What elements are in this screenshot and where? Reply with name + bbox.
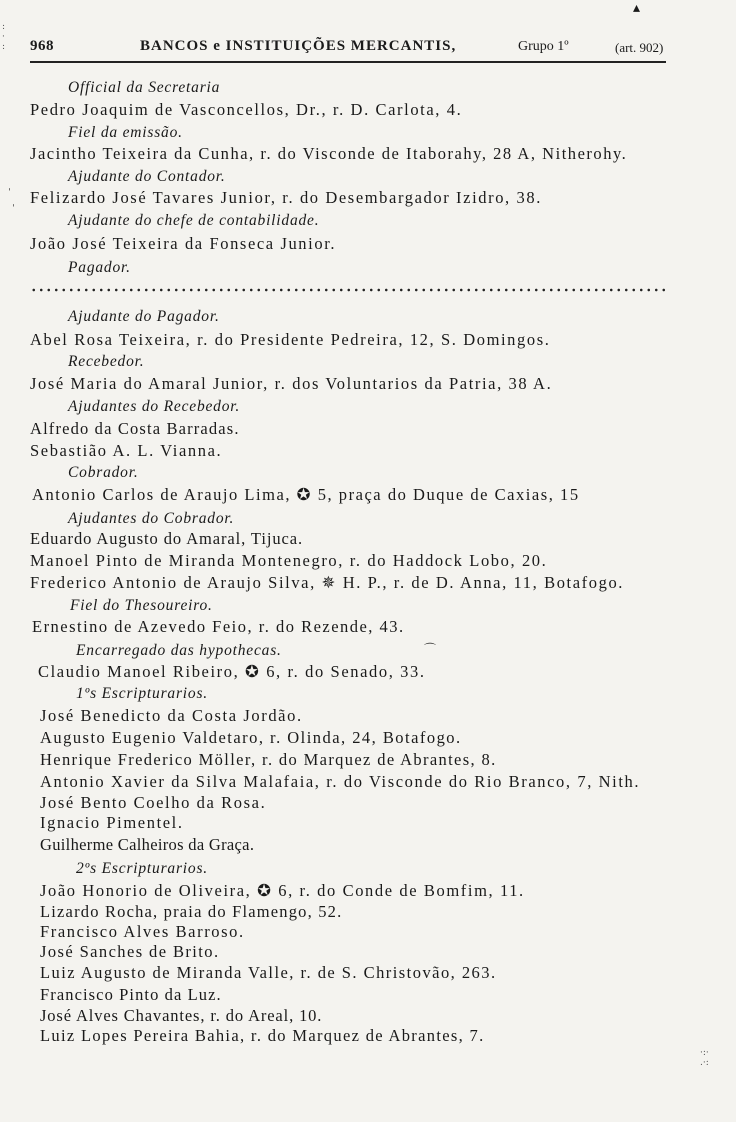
staff-entry-joao-jose-teixeira-da-fonseca-junior: João José Teixeira da Fonseca Junior. (30, 234, 337, 253)
staff-entry-ernestino-de-azevedo-feio-r-do-rezende-4: Ernestino de Azevedo Feio, r. do Rezende, 43. (32, 617, 405, 636)
staff-entry-sebastiao-a-l-vianna: Sebastião A. L. Vianna. (30, 441, 223, 460)
section-heading-encarregado-das-hypothecas: Encarregado das hypothecas. (76, 642, 282, 659)
staff-entry-alfredo-da-costa-barradas: Alfredo da Costa Barradas. (30, 419, 240, 438)
staff-entry-eduardo-augusto-do-amaral-tijuca: Eduardo Augusto do Amaral, Tijuca. (30, 529, 303, 548)
section-heading-ajudante-do-pagador: Ajudante do Pagador. (68, 308, 220, 325)
article-label: (art. 902) (615, 40, 664, 55)
staff-entry-frederico-antonio-de-araujo-silva-h-p-r-: Frederico Antonio de Araujo Silva, ✵ H. P., r. de D. Anna, 11, Botafogo. (30, 573, 625, 592)
staff-entry-jose-bento-coelho-da-rosa: José Bento Coelho da Rosa. (40, 793, 267, 812)
staff-entry-claudio-manoel-ribeiro-6-r-do-senado-33: Claudio Manoel Ribeiro, ✪ 6, r. do Senado, 33. (38, 662, 426, 681)
section-heading-1-s-escripturarios: 1ºs Escripturarios. (76, 685, 208, 702)
section-heading-ajudante-do-contador: Ajudante do Contador. (68, 168, 226, 185)
staff-entry-joao-honorio-de-oliveira-6-r-do-conde-de: João Honorio de Oliveira, ✪ 6, r. do Conde de Bomfim, 11. (40, 881, 525, 900)
staff-entry-ignacio-pimentel: Ignacio Pimentel. (40, 813, 184, 832)
staff-entry-abel-rosa-teixeira-r-do-presidente-pedre: Abel Rosa Teixeira, r. do Presidente Pedreira, 12, S. Domingos. (30, 330, 551, 349)
section-heading-2-s-escripturarios: 2ºs Escripturarios. (76, 860, 208, 877)
staff-entry-jose-sanches-de-brito: José Sanches de Brito. (40, 942, 220, 961)
section-heading-ajudantes-do-cobrador: Ajudantes do Cobrador. (68, 510, 235, 527)
edge-speckle-mark: : · : (2, 22, 6, 52)
margin-tick-mark: ˈ (8, 188, 11, 199)
section-heading-recebedor: Recebedor. (68, 353, 145, 370)
page-header (30, 36, 666, 62)
section-heading-cobrador: Cobrador. (68, 464, 139, 481)
dotted-leader-vacancy (30, 286, 666, 294)
staff-entry-manoel-pinto-de-miranda-montenegro-r-do-: Manoel Pinto de Miranda Montenegro, r. do Haddock Lobo, 20. (30, 551, 548, 570)
pencil-check-mark: ⌒ (424, 642, 437, 656)
group-label: Grupo 1º (518, 39, 569, 54)
staff-entry-jose-maria-do-amaral-junior-r-dos-volunt: José Maria do Amaral Junior, r. dos Voluntarios da Patria, 38 A. (30, 374, 553, 393)
staff-entry-lizardo-rocha-praia-do-flamengo-52: Lizardo Rocha, praia do Flamengo, 52. (40, 902, 343, 921)
page-number: 968 (30, 38, 54, 54)
staff-entry-jose-benedicto-da-costa-jordao: José Benedicto da Costa Jordão. (40, 706, 303, 725)
staff-entry-pedro-joaquim-de-vasconcellos-dr-r-d-car: Pedro Joaquim de Vasconcellos, Dr., r. D. Carlota, 4. (30, 100, 463, 119)
section-heading-pagador: Pagador. (68, 259, 131, 276)
section-heading-ajudante-do-chefe-de-contabilidade: Ajudante do chefe de contabilidade. (68, 212, 320, 229)
staff-entry-jose-alves-chavantes-r-do-areal-10: José Alves Chavantes, r. do Areal, 10. (40, 1006, 323, 1025)
section-heading-official-da-secretaria: Official da Secretaria (68, 79, 221, 96)
staff-entry-augusto-eugenio-valdetaro-r-olinda-24-bo: Augusto Eugenio Valdetaro, r. Olinda, 24, Botafogo. (40, 728, 462, 747)
staff-entry-guilherme-calheiros-da-graca: Guilherme Calheiros da Graça. (40, 835, 255, 854)
staff-entry-luiz-lopes-pereira-bahia-r-do-marquez-de: Luiz Lopes Pereira Bahia, r. do Marquez de Abrantes, 7. (40, 1026, 485, 1045)
section-heading-ajudantes-do-recebedor: Ajudantes do Recebedor. (68, 398, 241, 415)
header-rule (30, 61, 666, 63)
staff-entry-francisco-pinto-da-luz: Francisco Pinto da Luz. (40, 985, 222, 1004)
staff-entry-antonio-xavier-da-silva-malafaia-r-do-vi: Antonio Xavier da Silva Malafaia, r. do Visconde do Rio Branco, 7, Nith. (40, 772, 641, 791)
section-heading-fiel-do-thesoureiro: Fiel do Thesoureiro. (70, 597, 213, 614)
running-title: BANCOS e INSTITUIÇÕES MERCANTIS, (140, 38, 457, 54)
corner-speckle-mark: ·:· .·: (700, 1048, 709, 1068)
staff-entry-luiz-augusto-de-miranda-valle-r-de-s-chr: Luiz Augusto de Miranda Valle, r. de S. Christovão, 263. (40, 963, 497, 982)
staff-entry-antonio-carlos-de-araujo-lima-5-praca-do: Antonio Carlos de Araujo Lima, ✪ 5, praça do Duque de Caxias, 15 (32, 485, 580, 504)
margin-tick-mark: ˈ (12, 204, 15, 215)
staff-entry-jacintho-teixeira-da-cunha-r-do-visconde: Jacintho Teixeira da Cunha, r. do Visconde de Itaborahy, 28 A, Nitherohy. (30, 144, 628, 163)
print-speck-mark: ▴ (633, 0, 641, 16)
section-heading-fiel-da-emissao: Fiel da emissão. (68, 124, 183, 141)
staff-entry-henrique-frederico-moller-r-do-marquez-d: Henrique Frederico Möller, r. do Marquez de Abrantes, 8. (40, 750, 497, 769)
staff-entry-francisco-alves-barroso: Francisco Alves Barroso. (40, 922, 245, 941)
staff-entry-felizardo-jose-tavares-junior-r-do-desem: Felizardo José Tavares Junior, r. do Desembargador Izidro, 38. (30, 188, 542, 207)
